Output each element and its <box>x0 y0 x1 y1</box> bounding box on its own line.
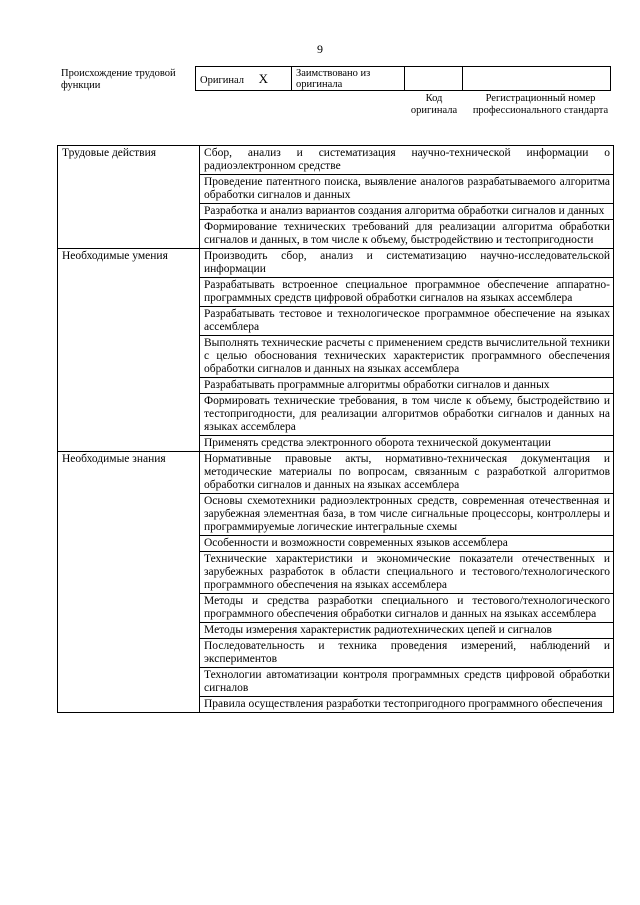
origin-table <box>195 66 611 91</box>
section-item: Формирование технических требований для реализации алгоритма обработки сигналов и данных, в том числе к объему, быстродействию и тестопригодности <box>200 220 614 249</box>
original-label: Оригинал <box>200 74 244 86</box>
section-item: Выполнять технические расчеты с применением средств вычислительной техники с целью обоснования технических характеристик программного обеспечения обработки сигналов и данных на языках ассемблера <box>200 336 614 378</box>
original-cell <box>196 67 292 91</box>
section-item: Правила осуществления разработки тестопригодного программного обеспечения <box>200 697 614 713</box>
table-row <box>58 146 614 175</box>
section-title: Необходимые умения <box>58 249 200 452</box>
section-item: Разрабатывать программные алгоритмы обработки сигналов и данных <box>200 378 614 394</box>
section-item: Особенности и возможности современных языков ассемблера <box>200 536 614 552</box>
section-item: Последовательность и техника проведения измерений, наблюдений и экспериментов <box>200 639 614 668</box>
section-title: Необходимые знания <box>58 452 200 713</box>
original-mark: X <box>258 70 269 86</box>
section-item: Проведение патентного поиска, выявление аналогов разрабатываемого алгоритма обработки сигналов и данных <box>200 175 614 204</box>
section-item: Методы измерения характеристик радиотехнических цепей и сигналов <box>200 623 614 639</box>
section-item: Формировать технические требования, в том числе к объему, быстродействию и тестопригодности, для реализации алгоритмов обработки сигналов и данных на языках ассемблера <box>200 394 614 436</box>
section-item: Основы схемотехники радиоэлектронных средств, современная отечественная и зарубежная элементная база, в том числе сигнальные процессоры, контроллеры и программируемые логические интегральные схемы <box>200 494 614 536</box>
reg-number-cell <box>463 67 611 91</box>
section-item: Методы и средства разработки специального и тестового/технологического программного обеспечения обработки сигналов и данных на языках ассемблера <box>200 594 614 623</box>
table-row <box>58 452 614 494</box>
section-item: Технические характеристики и экономические показатели отечественных и зарубежных разработок в области специального и тестового/технологического программного обеспечения на языках ассемблера <box>200 552 614 594</box>
section-item: Производить сбор, анализ и систематизацию научно-исследовательской информации <box>200 249 614 278</box>
section-item: Разрабатывать встроенное специальное программное обеспечение аппаратно-программных средств цифровой обработки сигналов на языках ассемблера <box>200 278 614 307</box>
section-item: Технологии автоматизации контроля программных средств цифровой обработки сигналов <box>200 668 614 697</box>
borrowed-cell: Заимствовано из оригинала <box>292 67 405 91</box>
table-row <box>58 249 614 278</box>
section-item: Применять средства электронного оборота технической документации <box>200 436 614 452</box>
section-item: Разрабатывать тестовое и технологическое программное обеспечение на языках ассемблера <box>200 307 614 336</box>
page-number: 9 <box>317 42 323 56</box>
caption-reg: Регистрационный номер профессионального стандарта <box>472 93 609 116</box>
section-item: Сбор, анализ и систематизация научно-технической информации о радиоэлектронном средстве <box>200 146 614 175</box>
caption-code: Код оригинала <box>410 93 458 116</box>
code-cell <box>405 67 463 91</box>
section-item: Разработка и анализ вариантов создания алгоритма обработки сигналов и данных <box>200 204 614 220</box>
function-table <box>57 145 614 713</box>
origin-label: Происхождение трудовой функции <box>61 68 176 91</box>
section-title: Трудовые действия <box>58 146 200 249</box>
section-item: Нормативные правовые акты, нормативно-техническая документация и методические материалы по вопросам, связанным с разработкой алгоритмов обработки сигналов и данных на языках ассемблера <box>200 452 614 494</box>
